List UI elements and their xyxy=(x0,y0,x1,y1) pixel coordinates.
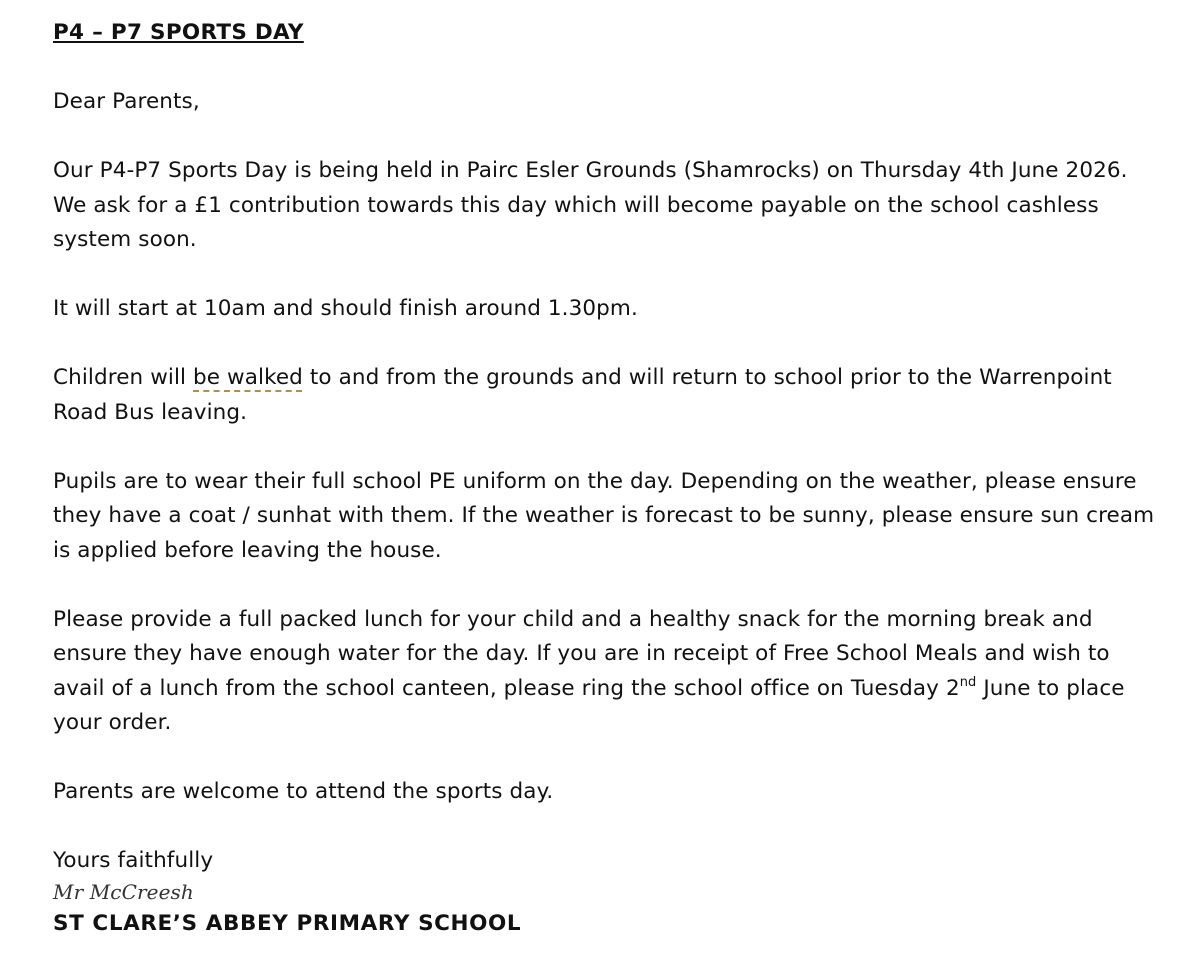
walking-text-end: to and from the grounds and will return to school prior to the Warrenpoint Road Bus leaving. xyxy=(53,365,1112,425)
letter-title: P4 – P7 SPORTS DAY xyxy=(53,20,304,45)
closing: Yours faithfully xyxy=(53,848,214,873)
grammar-flagged-phrase[interactable]: be walked xyxy=(193,365,303,390)
paragraph-uniform: Pupils are to wear their full school PE uniform on the day. Depending on the weather, please ensure they have a coat / sunhat with them. If the weather is forecast to be sunny, please ensure sun cream is applied before leaving the house. xyxy=(53,468,1155,563)
paragraph-attendance: Parents are welcome to attend the sports day. xyxy=(53,779,554,804)
paragraph-venue: Our P4-P7 Sports Day is being held in Pairc Esler Grounds (Shamrocks) on Thursday 4th June 2026. We ask for a £1 contribution towards this day which will become payable on the school cashless system soon. xyxy=(53,158,1128,252)
spacer xyxy=(53,810,1167,845)
paragraph-walking xyxy=(53,361,1167,430)
lunch-text-end: June to place your order. xyxy=(53,675,1125,735)
spacer xyxy=(53,120,1167,155)
ordinal-suffix: nd xyxy=(959,674,977,690)
spacer xyxy=(53,568,1167,603)
letter-body xyxy=(53,16,1167,943)
school-name: ST CLARE’S ABBEY PRIMARY SCHOOL xyxy=(53,910,522,936)
spacer xyxy=(53,430,1167,465)
salutation: Dear Parents, xyxy=(53,89,200,114)
lunch-text-start: Please provide a full packed lunch for your child and a healthy snack for the morning break and ensure they have enough water for the day. If you are in receipt of Free School Meals and wish to avail of a lunch from the school canteen, please ring the school office on Tuesday 2 xyxy=(53,606,1110,701)
spacer xyxy=(53,258,1167,293)
paragraph-lunch xyxy=(53,603,1167,741)
paragraph-times: It will start at 10am and should finish around 1.30pm. xyxy=(53,296,638,321)
spacer xyxy=(53,327,1167,362)
spacer xyxy=(53,51,1167,86)
walking-text-start: Children will xyxy=(53,365,194,390)
spacer xyxy=(53,741,1167,776)
signature: Mr McCreesh xyxy=(53,879,194,904)
